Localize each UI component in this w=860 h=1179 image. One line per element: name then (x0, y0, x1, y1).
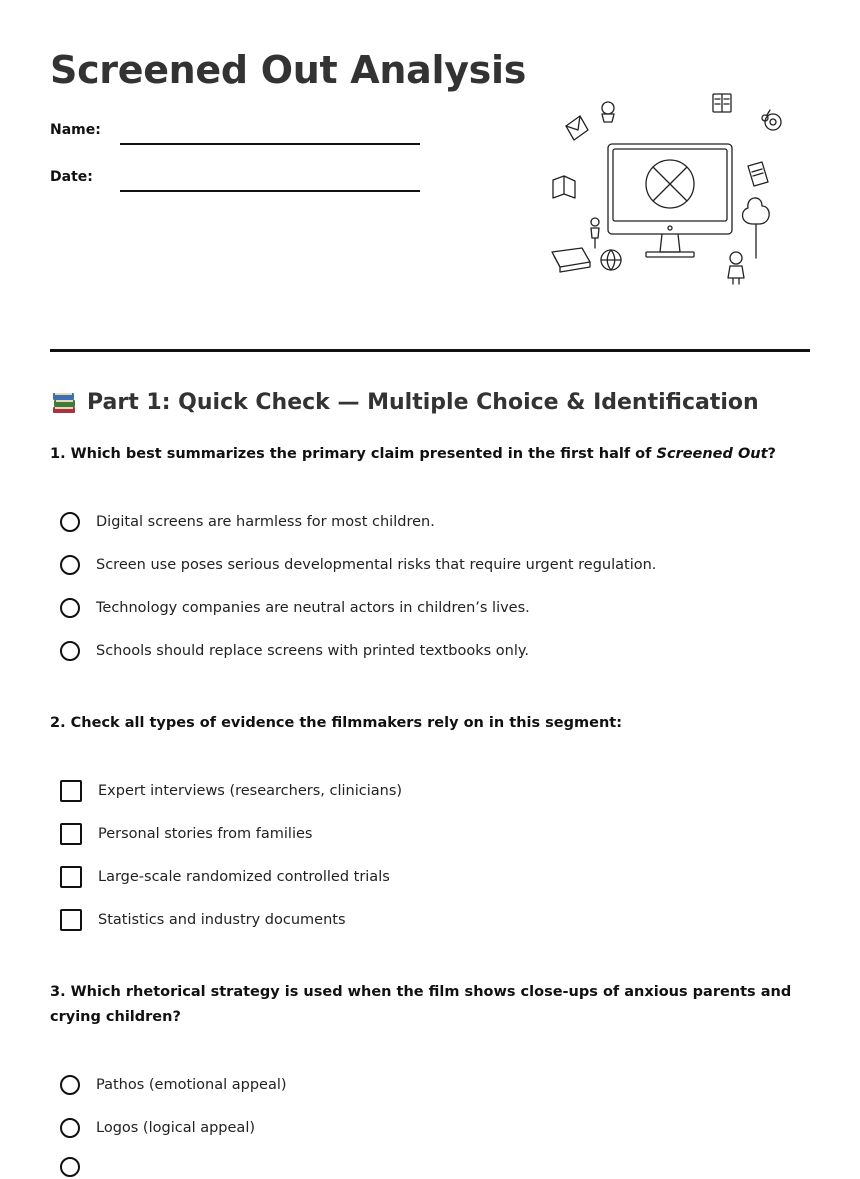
q3-option-1-label: Pathos (emotional appeal) (96, 1077, 287, 1093)
radio-button[interactable] (60, 641, 80, 661)
question-2: 2. Check all types of evidence the filmmakers rely on in this segment: (50, 715, 623, 731)
q1-option-2[interactable] (60, 553, 656, 577)
date-field-line[interactable] (120, 190, 420, 192)
q1-option-4[interactable] (60, 639, 529, 663)
checkbox[interactable] (60, 823, 82, 845)
q1-option-2-label: Screen use poses serious developmental risks that require urgent regulation. (96, 557, 657, 573)
q1-option-4-label: Schools should replace screens with printed textbooks only. (96, 643, 530, 659)
computer-with-surrounding-doodles-icon (540, 86, 785, 291)
radio-button[interactable] (60, 1157, 80, 1177)
question-1-suffix: ? (767, 446, 776, 462)
q1-option-3[interactable] (60, 596, 530, 620)
checkbox[interactable] (60, 909, 82, 931)
q3-option-3-partial[interactable] (60, 1155, 96, 1179)
q1-option-3-label: Technology companies are neutral actors in children’s lives. (96, 600, 530, 616)
q3-option-1[interactable] (60, 1073, 287, 1097)
part1-heading-text: Part 1: Quick Check — Multiple Choice & Identification (87, 389, 759, 415)
part1-heading (50, 388, 759, 416)
question-1-prefix: 1. Which best summarizes the primary claim presented in the first half of (50, 446, 657, 462)
date-field-label: Date: (50, 169, 93, 185)
q1-option-1-label: Digital screens are harmless for most children. (96, 514, 435, 530)
checkbox[interactable] (60, 780, 82, 802)
question-1 (50, 442, 810, 467)
q2-option-3[interactable] (60, 865, 390, 889)
q3-option-2-label: Logos (logical appeal) (96, 1120, 256, 1136)
question-1-film-title: Screened Out (656, 446, 768, 462)
section-divider (50, 349, 810, 352)
books-icon (50, 388, 78, 416)
question-3: 3. Which rhetorical strategy is used when the film shows close-ups of anxious parents and crying children? (50, 984, 792, 1025)
checkbox[interactable] (60, 866, 82, 888)
q3-option-2[interactable] (60, 1116, 255, 1140)
q1-option-1[interactable] (60, 510, 435, 534)
worksheet-title: Screened Out Analysis (50, 48, 527, 92)
radio-button[interactable] (60, 512, 80, 532)
name-field-line[interactable] (120, 143, 420, 145)
radio-button[interactable] (60, 1075, 80, 1095)
name-field-label: Name: (50, 122, 101, 138)
radio-button[interactable] (60, 555, 80, 575)
radio-button[interactable] (60, 1118, 80, 1138)
q2-option-2[interactable] (60, 822, 312, 846)
q2-option-4-label: Statistics and industry documents (98, 912, 346, 928)
radio-button[interactable] (60, 598, 80, 618)
q2-option-1-label: Expert interviews (researchers, clinicians) (98, 783, 403, 799)
q2-option-4[interactable] (60, 908, 346, 932)
q2-option-2-label: Personal stories from families (98, 826, 313, 842)
q2-option-3-label: Large-scale randomized controlled trials (98, 869, 390, 885)
q2-option-1[interactable] (60, 779, 402, 803)
